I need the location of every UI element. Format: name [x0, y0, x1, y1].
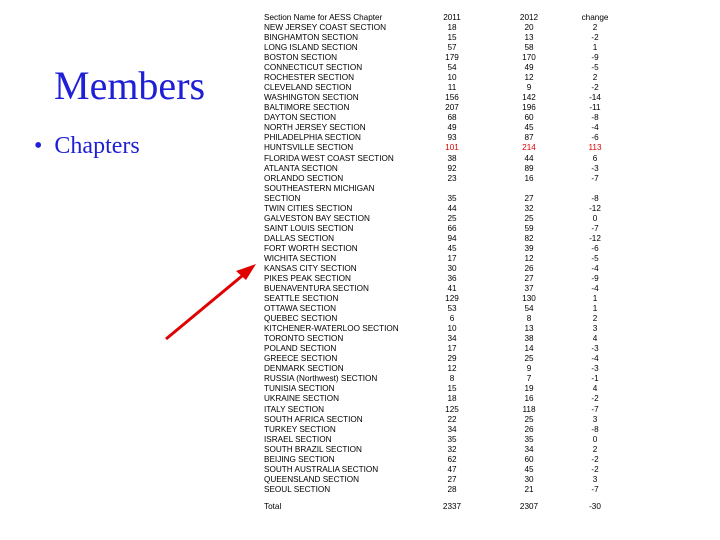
row-2012: 60: [524, 455, 534, 464]
row-2012: 59: [524, 224, 534, 233]
row-name: ROCHESTER SECTION: [264, 73, 355, 82]
row-change: -4: [591, 264, 599, 273]
row-2011: 93: [447, 133, 457, 142]
header-2012: 2012: [519, 13, 539, 22]
row-2012: 60: [524, 113, 534, 122]
row-2011: 53: [447, 304, 457, 313]
row-2011: 38: [447, 154, 457, 163]
row-change: 3: [592, 415, 598, 424]
row-2012: 54: [524, 304, 534, 313]
row-change: 2: [592, 314, 598, 323]
row-2011: 11: [447, 83, 457, 92]
row-2011: 101: [445, 143, 459, 152]
row-2012: 44: [524, 154, 534, 163]
row-name: CONNECTICUT SECTION: [264, 63, 363, 72]
row-change: -2: [591, 394, 599, 403]
row-name: ITALY SECTION: [264, 405, 325, 414]
row-2011: 6: [449, 314, 455, 323]
row-name: BALTIMORE SECTION: [264, 103, 350, 112]
row-2011: 92: [447, 164, 457, 173]
row-name: WICHITA SECTION: [264, 254, 337, 263]
row-change: -6: [591, 133, 599, 142]
row-2012: 30: [524, 475, 534, 484]
total-change: -30: [589, 502, 601, 511]
row-change: -3: [591, 344, 599, 353]
row-name: ORLANDO SECTION: [264, 174, 344, 183]
row-2011: 62: [447, 455, 457, 464]
row-name: BINGHAMTON SECTION: [264, 33, 359, 42]
row-2012: 14: [524, 344, 534, 353]
row-name: SOUTHEASTERN MICHIGAN: [264, 184, 375, 193]
row-2012: 19: [524, 384, 534, 393]
row-2012: 87: [524, 133, 534, 142]
row-name: BUENAVENTURA SECTION: [264, 284, 369, 293]
bullet-marker: •: [34, 133, 43, 159]
row-2011: 57: [447, 43, 457, 52]
row-2011: 8: [449, 374, 455, 383]
row-change: 1: [592, 43, 598, 52]
row-change: -2: [591, 455, 599, 464]
header-change: change: [581, 13, 609, 22]
row-2011: 18: [447, 394, 457, 403]
row-2011: 207: [445, 103, 459, 112]
row-name: KITCHENER-WATERLOO SECTION: [264, 324, 399, 333]
row-2012: 32: [524, 204, 534, 213]
row-2011: 94: [447, 234, 457, 243]
row-2011: 27: [447, 475, 457, 484]
row-name: HUNTSVILLE SECTION: [264, 143, 354, 152]
row-2011: 12: [447, 364, 457, 373]
row-2012: 35: [524, 435, 534, 444]
row-2012: 21: [524, 485, 534, 494]
row-change: -5: [591, 63, 599, 72]
row-2012: 170: [522, 53, 536, 62]
row-name: TORONTO SECTION: [264, 334, 344, 343]
row-change: -7: [591, 224, 599, 233]
row-2012: 34: [524, 445, 534, 454]
row-2012: 58: [524, 43, 534, 52]
row-name: TUNISIA SECTION: [264, 384, 335, 393]
row-2011: 49: [447, 123, 457, 132]
row-change: -2: [591, 33, 599, 42]
row-2011: 35: [447, 435, 457, 444]
row-name: WASHINGTON SECTION: [264, 93, 359, 102]
row-name: TURKEY SECTION: [264, 425, 336, 434]
row-2011: 47: [447, 465, 457, 474]
row-name: POLAND SECTION: [264, 344, 337, 353]
row-change: -9: [591, 274, 599, 283]
row-2012: 89: [524, 164, 534, 173]
row-2011: 36: [447, 274, 457, 283]
row-change: -11: [589, 103, 601, 112]
row-name: BEIJING SECTION: [264, 455, 335, 464]
row-change: 2: [592, 73, 598, 82]
row-2012: 37: [524, 284, 534, 293]
row-2011: 34: [447, 425, 457, 434]
row-name: PIKES PEAK SECTION: [264, 274, 351, 283]
row-2012: 49: [524, 63, 534, 72]
row-change: 113: [588, 143, 602, 152]
row-name: SEATTLE SECTION: [264, 294, 339, 303]
row-change: 3: [592, 324, 598, 333]
row-change: -6: [591, 244, 599, 253]
row-name: SAINT LOUIS SECTION: [264, 224, 354, 233]
row-change: -12: [589, 204, 601, 213]
row-change: -12: [589, 234, 601, 243]
row-2011: 35: [447, 194, 457, 203]
row-2012: 16: [524, 174, 534, 183]
row-change: -14: [589, 93, 601, 102]
row-change: -8: [591, 194, 599, 203]
row-2012: 82: [524, 234, 534, 243]
row-name: SECTION: [264, 194, 301, 203]
row-name: RUSSIA (Northwest) SECTION: [264, 374, 378, 383]
row-2012: 214: [522, 143, 536, 152]
total-label: Total: [264, 502, 282, 511]
row-2011: 54: [447, 63, 457, 72]
row-name: NORTH JERSEY SECTION: [264, 123, 366, 132]
row-2012: 45: [524, 465, 534, 474]
row-2012: 12: [524, 254, 534, 263]
row-2011: 29: [447, 354, 457, 363]
row-2011: 125: [445, 405, 459, 414]
row-2012: 130: [522, 294, 536, 303]
row-name: DENMARK SECTION: [264, 364, 344, 373]
row-change: -4: [591, 354, 599, 363]
row-change: 0: [592, 435, 598, 444]
row-2012: 26: [524, 264, 534, 273]
row-name: DAYTON SECTION: [264, 113, 337, 122]
row-2011: 32: [447, 445, 457, 454]
row-change: 2: [592, 445, 598, 454]
row-2011: 15: [447, 33, 457, 42]
row-2012: 45: [524, 123, 534, 132]
row-name: DALLAS SECTION: [264, 234, 335, 243]
row-2011: 34: [447, 334, 457, 343]
row-2012: 20: [524, 23, 534, 32]
row-2011: 10: [447, 73, 457, 82]
row-change: -4: [591, 123, 599, 132]
row-name: OTTAWA SECTION: [264, 304, 337, 313]
row-2012: 25: [524, 214, 534, 223]
row-2012: 13: [524, 33, 534, 42]
row-name: GALVESTON BAY SECTION: [264, 214, 370, 223]
row-2012: 9: [526, 364, 532, 373]
row-name: CLEVELAND SECTION: [264, 83, 352, 92]
header-2011: 2011: [443, 13, 461, 22]
row-change: -1: [591, 374, 599, 383]
row-2012: 142: [522, 93, 536, 102]
row-2011: 17: [447, 344, 457, 353]
row-2012: 27: [524, 274, 534, 283]
bullet-text: Chapters: [54, 133, 140, 159]
row-name: TWIN CITIES SECTION: [264, 204, 353, 213]
row-change: -9: [591, 53, 599, 62]
row-2011: 22: [447, 415, 457, 424]
row-change: -7: [591, 485, 599, 494]
row-change: 4: [592, 384, 598, 393]
row-2012: 26: [524, 425, 534, 434]
row-change: -4: [591, 284, 599, 293]
row-name: KANSAS CITY SECTION: [264, 264, 357, 273]
row-2011: 156: [445, 93, 459, 102]
row-2011: 68: [447, 113, 457, 122]
row-change: 4: [592, 334, 598, 343]
row-2011: 44: [447, 204, 457, 213]
row-change: -8: [591, 425, 599, 434]
row-name: SEOUL SECTION: [264, 485, 331, 494]
row-2011: 25: [447, 214, 457, 223]
row-change: -3: [591, 364, 599, 373]
row-2012: 13: [524, 324, 534, 333]
row-2011: 179: [445, 53, 459, 62]
row-name: PHILADELPHIA SECTION: [264, 133, 361, 142]
row-2011: 15: [447, 384, 457, 393]
header-name: Section Name for AESS Chapter: [264, 13, 383, 22]
row-2012: 8: [526, 314, 532, 323]
row-2011: 30: [447, 264, 457, 273]
row-change: -8: [591, 113, 599, 122]
row-name: SOUTH AFRICA SECTION: [264, 415, 363, 424]
row-change: 2: [592, 23, 598, 32]
row-change: 0: [592, 214, 598, 223]
row-2011: 17: [447, 254, 457, 263]
row-name: FLORIDA WEST COAST SECTION: [264, 154, 394, 163]
row-name: UKRAINE SECTION: [264, 394, 340, 403]
row-change: 3: [592, 475, 598, 484]
row-2012: 25: [524, 354, 534, 363]
row-2012: 12: [524, 73, 534, 82]
slide-title: Members: [54, 63, 206, 108]
row-2011: 18: [447, 23, 457, 32]
row-name: QUEBEC SECTION: [264, 314, 338, 323]
row-change: -5: [591, 254, 599, 263]
total-2012: 2307: [519, 502, 539, 511]
row-2011: 66: [447, 224, 457, 233]
row-change: 6: [592, 154, 598, 163]
row-2012: 9: [526, 83, 532, 92]
row-name: ATLANTA SECTION: [264, 164, 338, 173]
row-2012: 7: [526, 374, 532, 383]
row-name: SOUTH BRAZIL SECTION: [264, 445, 362, 454]
row-change: 1: [592, 294, 598, 303]
row-name: LONG ISLAND SECTION: [264, 43, 358, 52]
row-2012: 118: [522, 405, 536, 414]
row-name: QUEENSLAND SECTION: [264, 475, 360, 484]
row-name: ISRAEL SECTION: [264, 435, 332, 444]
total-2011: 2337: [442, 502, 462, 511]
row-change: -7: [591, 174, 599, 183]
row-2012: 38: [524, 334, 534, 343]
row-2011: 41: [447, 284, 457, 293]
row-name: SOUTH AUSTRALIA SECTION: [264, 465, 379, 474]
row-change: -3: [591, 164, 599, 173]
row-change: -2: [591, 465, 599, 474]
row-2011: 23: [447, 174, 457, 183]
row-2011: 28: [447, 485, 457, 494]
row-change: 1: [592, 304, 598, 313]
row-name: FORT WORTH SECTION: [264, 244, 358, 253]
row-change: -2: [591, 83, 599, 92]
row-2012: 39: [524, 244, 534, 253]
row-name: NEW JERSEY COAST SECTION: [264, 23, 387, 32]
row-change: -7: [591, 405, 599, 414]
row-2012: 27: [524, 194, 534, 203]
row-2012: 25: [524, 415, 534, 424]
row-2011: 10: [447, 324, 457, 333]
row-2012: 16: [524, 394, 534, 403]
row-name: GREECE SECTION: [264, 354, 338, 363]
row-2012: 196: [522, 103, 536, 112]
row-name: BOSTON SECTION: [264, 53, 338, 62]
row-2011: 129: [445, 294, 459, 303]
row-2011: 45: [447, 244, 457, 253]
